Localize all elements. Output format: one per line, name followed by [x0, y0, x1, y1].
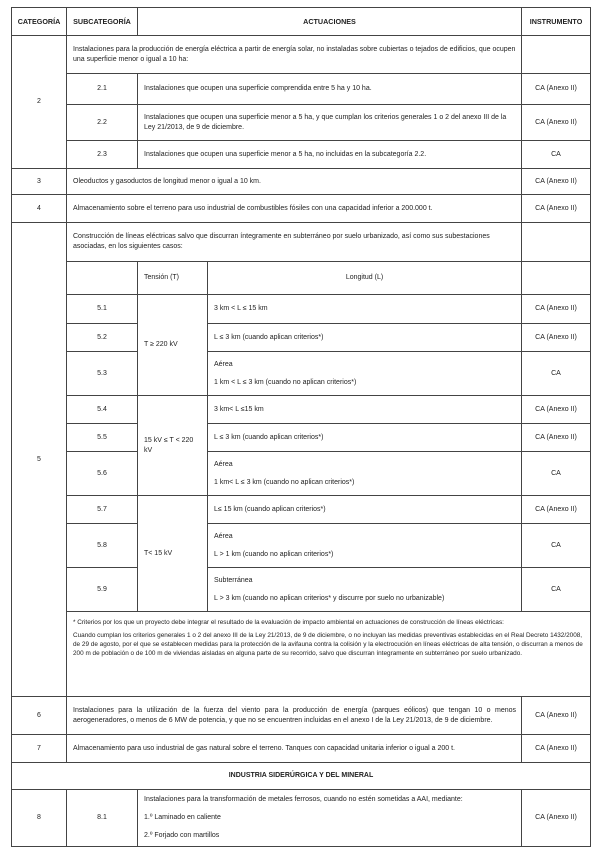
category-cell: 5: [12, 223, 67, 697]
longitud-type: Subterránea: [214, 576, 253, 584]
subcategory-cell: 5.6: [67, 452, 138, 496]
actuacion-cell: Instalaciones para la producción de energía eléctrica a partir de energía solar, no instaladas sobre cubiertas o tejados de edificios, que ocupen una superficie menor o igual a 10 ha:: [67, 36, 522, 74]
subcategory-cell: 2.1: [67, 74, 138, 105]
longitud-header: Longitud (L): [208, 262, 522, 295]
longitud-range: 1 km < L ≤ 3 km (cuando no aplican criterios*): [214, 378, 357, 386]
actuaciones-table: [11, 7, 591, 847]
instrumento-cell: CA: [522, 524, 591, 568]
longitud-type: Aérea: [214, 532, 233, 540]
section-row: [12, 763, 591, 790]
longitud-cell: [208, 568, 522, 612]
actuacion-cell: Construcción de líneas eléctricas salvo que discurran íntegramente en subterráneo por suelo urbanizado, así como sus subestaciones asociadas, en los siguientes casos:: [67, 223, 522, 262]
subcategory-cell: 5.9: [67, 568, 138, 612]
instrumento-cell: [522, 262, 591, 295]
table-row: [12, 223, 591, 262]
longitud-cell: [208, 452, 522, 496]
tension-header: Tensión (T): [138, 262, 208, 295]
instrumento-cell: CA: [522, 141, 591, 169]
table-row: [12, 324, 591, 352]
longitud-cell: [208, 352, 522, 396]
instrumento-cell: CA (Anexo II): [522, 496, 591, 524]
subcategory-cell: 5.7: [67, 496, 138, 524]
instrumento-cell: CA (Anexo II): [522, 169, 591, 195]
instrumento-cell: CA (Anexo II): [522, 424, 591, 452]
header-instrumento: INSTRUMENTO: [522, 8, 591, 36]
instrumento-cell: CA (Anexo II): [522, 195, 591, 223]
table-row: [12, 452, 591, 496]
instrumento-cell: CA (Anexo II): [522, 697, 591, 735]
tension-cell: T< 15 kV: [138, 496, 208, 612]
longitud-cell: L ≤ 3 km (cuando aplican criterios*): [208, 424, 522, 452]
subcategory-cell: 2.2: [67, 105, 138, 141]
longitud-range: L > 1 km (cuando no aplican criterios*): [214, 550, 334, 558]
header-row: [12, 8, 591, 36]
longitud-range: L > 3 km (cuando no aplican criterios* y discurre por suelo no urbanizable): [214, 594, 445, 602]
header-actuaciones: ACTUACIONES: [138, 8, 522, 36]
longitud-type: Aérea: [214, 360, 233, 368]
instrumento-cell: CA (Anexo II): [522, 396, 591, 424]
actuacion-item: 2.º Forjado con martillos: [144, 832, 220, 839]
actuacion-intro: Instalaciones para la transformación de metales ferrosos, cuando no estén sometidas a AAI, mediante:: [144, 796, 463, 803]
subcategory-cell: 2.3: [67, 141, 138, 169]
table-row: [12, 612, 591, 697]
table-row: [12, 568, 591, 612]
longitud-cell: L≤ 15 km (cuando aplican criterios*): [208, 496, 522, 524]
longitud-cell: 3 km < L ≤ 15 km: [208, 295, 522, 324]
table-row: [12, 352, 591, 396]
longitud-range: 1 km< L ≤ 3 km (cuando no aplican criterios*): [214, 478, 355, 486]
instrumento-cell: CA (Anexo II): [522, 74, 591, 105]
tension-cell: T ≥ 220 kV: [138, 295, 208, 396]
instrumento-cell: CA (Anexo II): [522, 105, 591, 141]
subcategory-cell: 5.2: [67, 324, 138, 352]
table-row: [12, 524, 591, 568]
table-row: [12, 424, 591, 452]
actuacion-cell: Instalaciones que ocupen una superficie menor a 5 ha, no incluidas en la subcategoría 2.2.: [138, 141, 522, 169]
actuacion-item: 1.º Laminado en caliente: [144, 814, 221, 821]
instrumento-cell: [522, 36, 591, 74]
instrumento-cell: CA (Anexo II): [522, 295, 591, 324]
longitud-cell: 3 km< L ≤15 km: [208, 396, 522, 424]
category-cell: 3: [12, 169, 67, 195]
instrumento-cell: [522, 223, 591, 262]
instrumento-cell: CA (Anexo II): [522, 790, 591, 847]
actuacion-cell: Oleoductos y gasoductos de longitud menor o igual a 10 km.: [67, 169, 522, 195]
table-row: [12, 195, 591, 223]
actuacion-cell: [138, 790, 522, 847]
table-row: [12, 36, 591, 74]
category-cell: 4: [12, 195, 67, 223]
subcategory-cell: 8.1: [67, 790, 138, 847]
subcategory-cell: 5.1: [67, 295, 138, 324]
table-row: [12, 396, 591, 424]
table-row: [12, 74, 591, 105]
category-cell: 6: [12, 697, 67, 735]
actuacion-cell: Instalaciones que ocupen una superficie menor a 5 ha, y que cumplan los criterios generales 1 o 2 del anexo III de la Ley 21/2013, de 9 de diciembre.: [138, 105, 522, 141]
table-row: [12, 169, 591, 195]
instrumento-cell: CA: [522, 452, 591, 496]
actuacion-cell: Almacenamiento para uso industrial de gas natural sobre el terreno. Tanques con capacidad unitaria inferior o igual a 200 t.: [67, 735, 522, 763]
criteria-note-title: * Criterios por los que un proyecto debe integrar el resultado de la evaluación de impacto ambiental en actuaciones de construcción de líneas eléctricas:: [73, 619, 504, 626]
instrumento-cell: CA (Anexo II): [522, 324, 591, 352]
tension-cell: 15 kV ≤ T < 220 kV: [138, 396, 208, 496]
header-categoria: CATEGORÍA: [12, 8, 67, 36]
header-subcategoria: SUBCATEGORÍA: [67, 8, 138, 36]
longitud-cell: L ≤ 3 km (cuando aplican criterios*): [208, 324, 522, 352]
section-heading: INDUSTRIA SIDERÚRGICA Y DEL MINERAL: [12, 763, 591, 790]
category-cell: 2: [12, 36, 67, 169]
table-row: [12, 105, 591, 141]
category-cell: 7: [12, 735, 67, 763]
actuacion-cell: Instalaciones que ocupen una superficie comprendida entre 5 ha y 10 ha.: [138, 74, 522, 105]
actuacion-cell: Instalaciones para la utilización de la fuerza del viento para la producción de energía (parques eólicos) que tengan 10 o menos aerogeneradores, o menos de 6 MW de potencia, y que no se encuentren incluidas en el anexo I de la Ley 21/2013, de 9 de diciembre.: [67, 697, 522, 735]
table-row: [12, 141, 591, 169]
category-cell: 8: [12, 790, 67, 847]
subcategory-cell: 5.4: [67, 396, 138, 424]
instrumento-cell: CA (Anexo II): [522, 735, 591, 763]
subcategory-cell: 5.5: [67, 424, 138, 452]
table-row: [12, 735, 591, 763]
criteria-note-cell: [67, 612, 591, 697]
criteria-note-body: Cuando cumplan los criterios generales 1 o 2 del anexo III de la Ley 21/2013, de 9 de diciembre, o no incluyan las medidas preventivas establecidas en el Real Decreto 1432/2008, de 29 de agosto, por el que se establecen medidas para la protección de la avifauna contra la colisión y la electrocución en líneas eléctricas de alta tensión, o discurran a menos de 200 m de población o de 100 m de viviendas aisladas en alguna parte de su recorrido, salvo que discurran íntegramente en subterráneo por suelo urbanizado.: [73, 632, 583, 657]
table-row: [12, 697, 591, 735]
table-row: [12, 496, 591, 524]
instrumento-cell: CA: [522, 352, 591, 396]
longitud-type: Aérea: [214, 460, 233, 468]
instrumento-cell: CA: [522, 568, 591, 612]
subcategory-cell: [67, 262, 138, 295]
longitud-cell: [208, 524, 522, 568]
table-row: [12, 790, 591, 847]
subcategory-cell: 5.3: [67, 352, 138, 396]
subcategory-cell: 5.8: [67, 524, 138, 568]
actuacion-cell: Almacenamiento sobre el terreno para uso industrial de combustibles fósiles con una capacidad inferior a 200.000 t.: [67, 195, 522, 223]
table-row: [12, 295, 591, 324]
table-row: [12, 262, 591, 295]
